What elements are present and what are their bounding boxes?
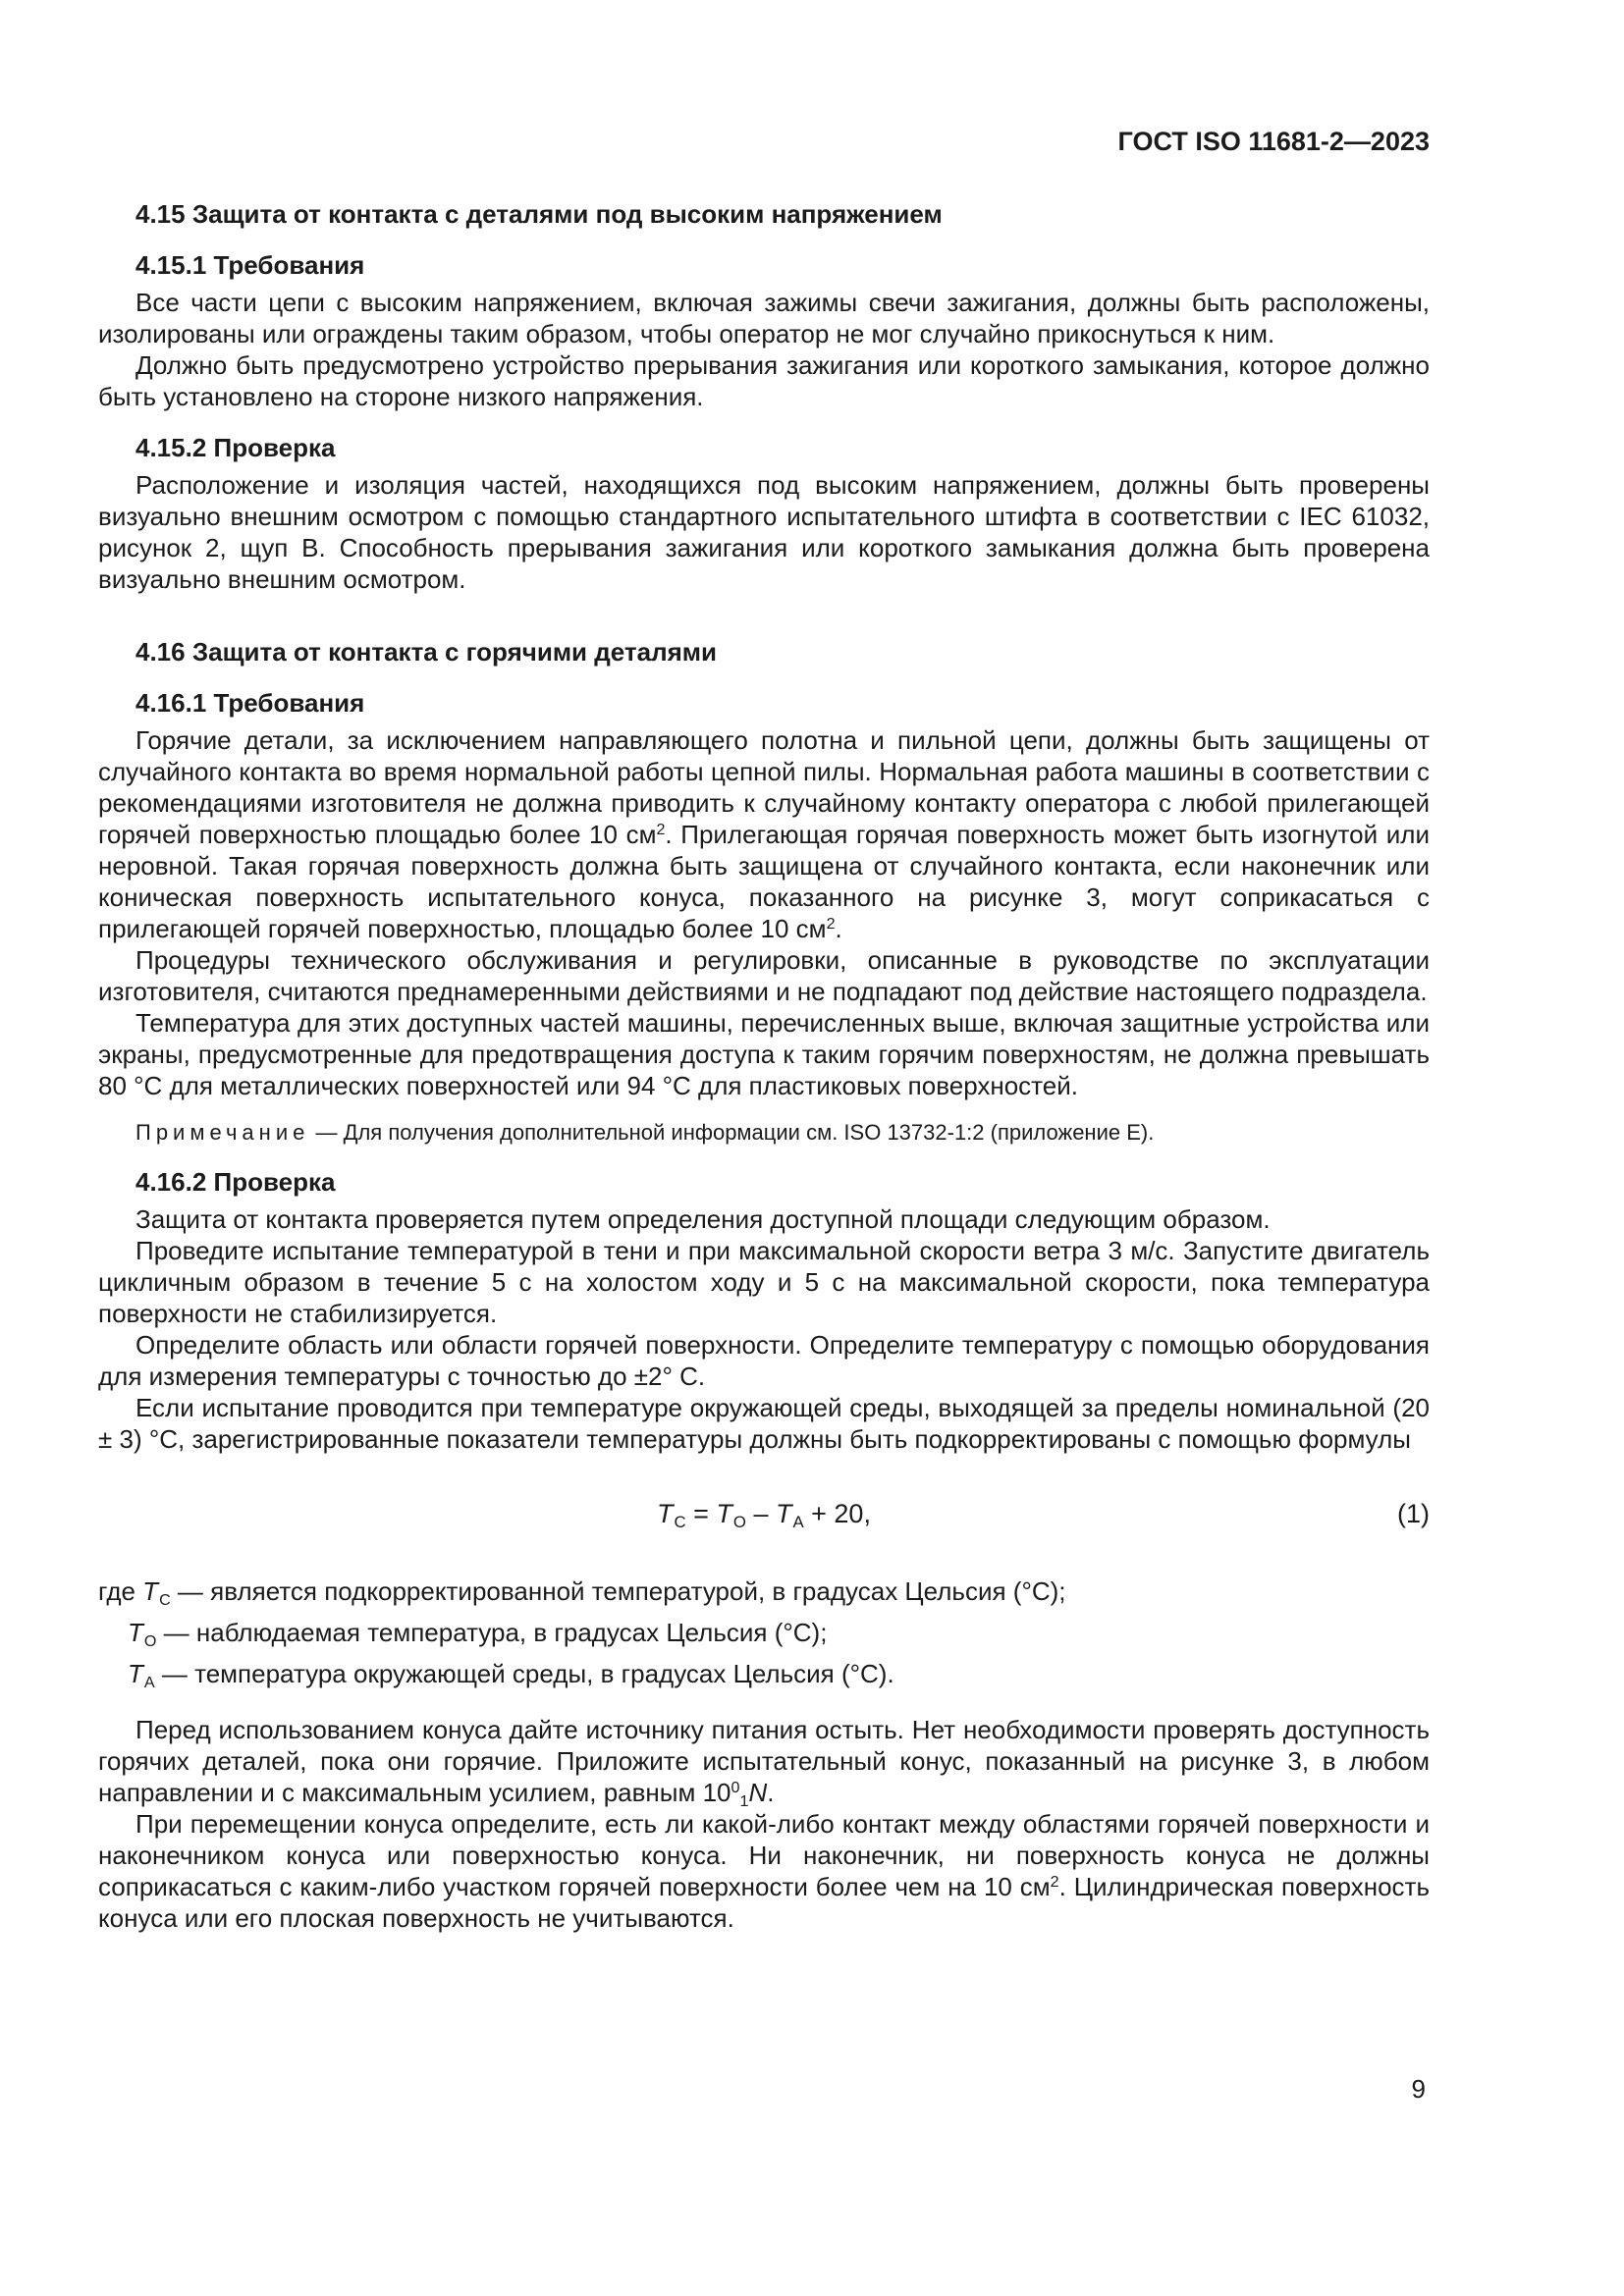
- paragraph-4-16-1-p2: Процедуры технического обслуживания и регулировки, описанные в руководстве по эксплуатации изготовителя, считаются преднамеренными действиями и не подпадают под действие настоящего подраздела.: [98, 945, 1430, 1006]
- formula-1: [98, 1498, 1430, 1532]
- paragraph-4-15-1-p2: Должно быть предусмотрено устройство прерывания зажигания или короткого замыкания, которое должно быть установлено на стороне низкого напряжения.: [98, 350, 1430, 411]
- where-definition-tc: где $T_C$ — является подкорректированной температурой, в градусах Цельсия (°С);: [98, 1576, 1066, 1609]
- where-definition-ta: $T_A$ — температура окружающей среды, в градусах Цельсия (°С).: [128, 1659, 894, 1691]
- section-4-15-1-title: 4.15.1 Требования: [135, 250, 365, 280]
- note-label: Примечание: [135, 1120, 310, 1145]
- section-4-16-1-title: 4.16.1 Требования: [135, 688, 365, 718]
- paragraph-4-16-2-p5: Перед использованием конуса дайте источнику питания остыть. Нет необходимости проверять доступность горячих деталей, пока они горячие. Приложите испытательный конус, показанный на рисунке 3, в любом направлении и с максимальным усилием, равным $10^0_1N$.: [98, 1715, 1430, 1810]
- equation-number: (1): [1397, 1499, 1430, 1528]
- section-4-15-2-title: 4.15.2 Проверка: [135, 433, 336, 462]
- section-4-15-title: 4.15 Защита от контакта с деталями под высоким напряжением: [135, 199, 943, 229]
- paragraph-4-16-2-p4: Если испытание проводится при температуре окружающей среды, выходящей за пределы номинальной (20 ± 3) °С, зарегистрированные показатели температуры должны быть подкорректированы с помощью формулы: [98, 1393, 1430, 1454]
- paragraph-4-15-2-p1: Расположение и изоляция частей, находящихся под высоким напряжением, должны быть проверены визуально внешним осмотром с помощью стандартного испытательного штифта в соответствии с IEC 61032, рисунок 2, щуп В. Способность прерывания зажигания или короткого замыкания должна быть проверена визуально внешним осмотром.: [98, 470, 1430, 594]
- section-4-16-2-title: 4.16.2 Проверка: [135, 1167, 336, 1197]
- paragraph-4-15-1-p1: Все части цепи с высоким напряжением, включая зажимы свечи зажигания, должны быть расположены, изолированы или ограждены таким образом, чтобы оператор не мог случайно прикоснуться к ним.: [98, 288, 1430, 348]
- note: [98, 1119, 1430, 1147]
- note-text: — Для получения дополнительной информации см. ISO 13732-1:2 (приложение Е).: [309, 1120, 1155, 1145]
- where-definition-to: $T_O$ — наблюдаемая температура, в градусах Цельсия (°С);: [128, 1618, 828, 1650]
- paragraph-4-16-1-p1: Горячие детали, за исключением направляющего полотна и пильной цепи, должны быть защищены от случайного контакта во время нормальной работы цепной пилы. Нормальная работа машины в соответствии с рекомендациями изготовителя не должна приводить к случайному контакту оператора с любой прилегающей горячей поверхностью площадью более 10 $см^2$. Прилегающая горячая поверхность может быть изогнутой или неровной. Такая горячая поверхность должна быть защищена от случайного контакта, если наконечник или коническая поверхность испытательного конуса, показанного на рисунке 3, могут соприкасаться с прилегающей горячей поверхностью, площадью более 10 $см^2$.: [98, 725, 1430, 943]
- paragraph-4-16-2-p2: Проведите испытание температурой в тени и при максимальной скорости ветра 3 м/с. Запустите двигатель цикличным образом в течение 5 с на холостом ходу и 5 с на максимальной скорости, пока температура поверхности не стабилизируется.: [98, 1236, 1430, 1328]
- page-content: [98, 126, 1430, 1934]
- formula-expression: $T_C = T_O - T_A + 20$,: [657, 1499, 871, 1532]
- paragraph-4-16-2-p6: При перемещении конуса определите, есть ли какой-либо контакт между областями горячей поверхности и наконечником конуса или поверхностью конуса. Ни наконечник, ни поверхность конуса не должны соприкасаться с каким-либо участком горячей поверхности более чем на 10 $см^2$. Цилиндрическая поверхность конуса или его плоская поверхность не учитываются.: [98, 1809, 1430, 1933]
- paragraph-4-16-2-p3: Определите область или области горячей поверхности. Определите температуру с помощью оборудования для измерения температуры с точностью до ±2° С.: [98, 1330, 1430, 1391]
- section-4-16-title: 4.16 Защита от контакта с горячими деталями: [135, 637, 717, 667]
- page-number: 9: [1411, 2074, 1426, 2104]
- paragraph-4-16-1-p3: Температура для этих доступных частей машины, перечисленных выше, включая защитные устройства или экраны, предусмотренные для предотвращения доступа к таким горячим поверхностям, не должна превышать 80 °С для металлических поверхностей или 94 °С для пластиковых поверхностей.: [98, 1008, 1430, 1100]
- document-code: ГОСТ ISO 11681-2—2023: [1117, 127, 1430, 156]
- paragraph-4-16-2-p1: Защита от контакта проверяется путем определения доступной площади следующим образом.: [135, 1204, 1271, 1234]
